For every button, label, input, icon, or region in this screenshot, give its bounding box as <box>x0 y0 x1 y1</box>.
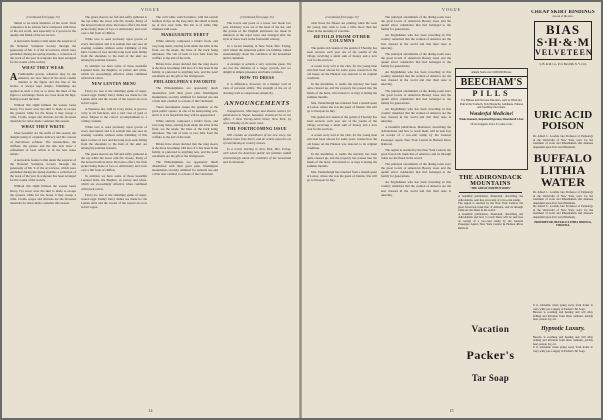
paragraph: Will contain an installment of the new story, the fashion notes from Paris, and an article upon the art of entertaining at country houses. <box>223 133 291 146</box>
ad-tagline: Wonderful Medicine! <box>469 111 514 117</box>
left-col-1 <box>10 15 76 406</box>
paragraph: Fancy-ice lore is the charming game of sugar-coated eggs. Dainty fancy dishes are made for the Lenten table and the sweets of the season are now in full vogue. <box>81 88 147 105</box>
paragraph: Without this slight fullness the wearer looks heavy. For street wear the skirt is made to escape the ground, while for the house it may sweep a trifle. Cloths, serges and cheviots are the favoured materials for tailor-made costumes this season. <box>10 184 76 205</box>
paragraph: The region is reached by the New York Central, the great four-track trunk line of America, and its through trains are the finest in the world. <box>381 147 451 160</box>
ad-subtitle: MOUNTAINS <box>470 181 511 187</box>
ad-text: S. H. & M. Co., P. O. Box 699, N. Y. City. <box>539 63 587 67</box>
ad-title: POISON <box>541 120 585 132</box>
ad-text: Dr. Alfred L. Loomis, late Professor of Pathology in the University of New York, says: for the treatment of Gout and Rheumatism and diseases dependent upon Uric Acid Diathesis. <box>533 190 593 205</box>
paragraph: It is difference, however, in a manner well in view of personal ability. The strength of the art of dressing well is conspicuous simplicity. <box>223 82 291 95</box>
ad-title: THE ADIRONDACK <box>458 174 523 181</box>
paragraph: White entirely composed a bride's frock, and very long trains, starting from under the arms in the front, are the mode, the lines of the back being unbroken. The veil of tulle or lace falls from the coiffure to the end of the train. <box>152 119 218 140</box>
ad-hypnotic <box>530 302 596 412</box>
paragraph: These monuments ensure the grandeur of the great public square, in one of its enterprising acts, and it is to be hoped that they will be appreciated. <box>152 104 218 117</box>
running-head-right: VOGUE <box>442 7 461 12</box>
paragraph: White lace is used profusely upon gowns of every description and it is seldom that one sees an evening costume without some trimming of this kind. Collars of lace and the long stole ends falling from the shoulders to the hem of the skirt are among the prettiest features. <box>81 37 147 62</box>
section-heading: HOW TO DRESS <box>239 75 275 81</box>
paragraph: The Philadelphians are apparently much dissatisfied with their great plan, Washington monuments, recently admitted for national use and a little later enabled to a mode of the Cincinnati. <box>152 159 218 177</box>
ad-product: VELVETEEN <box>535 48 593 58</box>
paragraph: An Englishman who has been travelling in this country remarked that the women of America are the best dressed in the world and that their taste is unerring. <box>381 33 451 50</box>
ad-text: Of all druggists. Price 25 cents a box. <box>470 123 513 127</box>
paragraph-dropcap <box>10 72 76 101</box>
ad-text: A beautiful publication, illustrated, describing the Adirondacks, sent free on receipt of a two-cent stamp. <box>458 194 523 202</box>
paragraph: mitted to be made imitative of the work. Such competitor is no serious force compared with those of the old world, and especially is it proven in the quality and finish of the tea service. <box>10 21 76 38</box>
continued-note: (Continued from page 13) <box>240 15 274 19</box>
ad-title: Hypnotic Luxury. <box>541 325 585 332</box>
ad-beecham <box>455 68 528 170</box>
ad-text: are out of the race. <box>552 15 574 18</box>
ad-product: Tar Soap <box>471 373 510 383</box>
paragraph: A noticeable feature is that under the auspices of the National Sculpture Society through the generosity of Mr. T. of the art reviews, which were published during the spring months, a collection of the work of the year in sculpture has been arranged for the rooms of the society. <box>10 39 76 64</box>
ad-title: CHEAP SKIRT BINDINGS <box>531 10 595 15</box>
ad-brand: BUFFALO <box>533 151 593 165</box>
section-heading: WHAT THEY WRITE <box>21 124 65 130</box>
ad-brand: WATER <box>540 175 586 189</box>
ad-text: It is advisable when going away from home to carry with you a supply of Packer's Tar Soap. <box>533 345 593 353</box>
right-page <box>302 2 601 418</box>
paragraph: The principal adornments of the dining-room were the great bowls of American Beauty roses and the quaint silver candelabra that had belonged to the family for generations. <box>381 88 451 105</box>
running-head-left: VOGUE <box>141 7 160 12</box>
paragraph: Most beautiful are the stuffs of this season, the designs being of exquisite delicacy and the colours of marvellous softness. The mousselines, the chiffons, the gauzes and the silk nets show a refinement of taste which is in the best sense artistic. <box>10 131 76 156</box>
paragraph: The cold white ostrich plumes, with the ostrich feathers in tips on the long skirt, the shield is made up of lace over satin. The hat is of white chip trimmed with roses. <box>152 15 218 32</box>
section-heading: WHAT THEY WEAR <box>22 65 64 71</box>
paragraph: In a recent meeting in New York, Mrs. Ewing, with whom the American public are familiar, talked entertainingly about the condition of the household and its demands. <box>223 43 291 60</box>
ad-brand: BEECHAM'S <box>456 76 527 89</box>
paragraph: In the meantime, it seems the mystery has been quite cleared up, and the property has passed into the hands of the heirs, who intend to occupy it during the summer months. <box>307 82 377 99</box>
ad-text: For Bilious and Nervous Disorders, such as Wind and Pain in the Stomach, Sick Headache, Giddiness, Fulness and Swelling after meals. <box>459 99 524 110</box>
ad-brand: Packer's <box>466 348 515 362</box>
ad-brand: BIAS <box>545 22 581 38</box>
left-col-4 <box>223 15 291 406</box>
section-heading: MARGUERITE DEBUT <box>161 32 209 38</box>
paragraph: In addition we have some of those beautiful Lapland bolts, the Baglirio, in yellow and white, which are exceedingly effective when combined with black velvet. <box>81 174 147 191</box>
ad-bias-velveteen <box>530 10 596 102</box>
paragraph: In the meantime, it seems the mystery has been quite cleared up, and the property has passed into the hands of the heirs, who intend to occupy it during the summer months. <box>307 151 377 168</box>
paragraph: The quaint old custom of the parish of Thornby has been revived, each year one of the youths of the village receiving a small sum of money and a new coat for his services. <box>307 114 377 132</box>
ad-text: Beware is soothing and healing and will allay itching and irritation from bites, sunburn, prickly heat, poison ivy, etc. <box>533 334 593 346</box>
ad-packers <box>455 310 526 412</box>
section-heading: PHILADELPHIA'S FAVORITE <box>153 79 217 85</box>
left-col-3 <box>152 15 218 406</box>
section-heading: RETOLD FROM OTHER COLUMNS <box>313 34 371 44</box>
paragraph: The lovers and poets at a lower rate made two pets. Ordinary ware are at the head of the list, and the gowns of the English princesses are made in imitation of the regal robes and arranged after the style of dress worn in the fourteenth century. <box>223 21 291 42</box>
ad-text: A beautiful publication, illustrated, describing the Adirondacks and how to reach them, will be sent free on receipt of a two-cent stamp by the General Passenger Agent, New York Central & Hudson River Railroad. <box>458 211 523 230</box>
left-page <box>2 2 299 418</box>
paragraph: White entirely composed a bride's frock, and very long trains, starting from under the arms in the front, are the mode, the lines of the back being unbroken. The veil of tulle or lace falls from the coiffure to the end of the train. <box>152 39 218 60</box>
folio-right: 15 <box>449 408 454 413</box>
right-col-1 <box>307 15 377 406</box>
ad-adirondack <box>455 170 526 276</box>
paragraph: what those the Heater are printing when the wear the young who wish to look a trifle more than her smart in the morning of Caroline. <box>307 21 377 34</box>
paragraph: The principal adornments of the dining-room were the great bowls of American Beauty roses and the quaint silver candelabra that had belonged to the family for generations. <box>381 15 451 32</box>
paragraph: Engagements, Marriages and Deaths notices for publication in Vogue, Saturday, should arrive at the office, 3 West Twenty-ninth Street, New York, by noon Monday of the same week. <box>223 108 291 125</box>
section-heading: NEW LENTEN MENU <box>91 81 137 87</box>
left-col-2 <box>81 15 147 406</box>
ad-text: PROPRIETOR, BUFFALO LITHIA SPRINGS, VIRGINIA. <box>534 221 592 228</box>
paragraph: Mrs. Vanderburgh has returned from a month spent at Lenox, where she was the guest of friends. She will go to Newport in July. <box>307 170 377 183</box>
paragraph: White lace is used profusely upon gowns of every description and it is seldom that one sees an evening costume without some trimming of this kind. Collars of lace and the long stole ends falling from the shoulders to the hem of the skirt are among the prettiest features. <box>81 125 147 150</box>
paragraph: A Viennese fan, with its ivory sticks, is good to carry at all functions, and a card case of gold or silver filigree is the correct accompaniment to a calling costume. <box>81 106 147 124</box>
paragraph: The quaint old custom of the parish of Thornby has been revived, each year one of the youths of the village receiving a small sum of money and a new coat for his services. <box>307 45 377 62</box>
paragraph: The Philadelphians are apparently much dissatisfied with their great plan, Washington monuments, recently admitted for national use and a little later enabled to a mode of the Cincinnati. <box>152 86 218 103</box>
paragraph: Brides have about decided that the long sleeve is the more becoming. Old lace, if it has been in the family, is preferred to anything new, and the pearl ornaments are the gift of the bridegroom. <box>152 61 218 79</box>
paragraph: Fancy-ice lore is the charming game of sugar-coated eggs. Dainty fancy dishes are made for the Lenten table and the sweets of the season are now in full vogue. <box>81 192 147 209</box>
ad-text: Weak Stomach, Impaired Digestion, Disordered Liver. <box>459 117 524 121</box>
paragraph: A noticeable feature is that under the auspices of the National Sculpture Society through the generosity of Mr. T. of the art reviews, which were published during the spring months, a collection of the work of the year in sculpture has been arranged for the rooms of the society. <box>10 157 76 183</box>
folio-left: 14 <box>148 408 153 413</box>
ad-text: Dr. Alfred L. Loomis, late Professor of Pathology in the University of New York, says: for the treatment of Gout and Rheumatism and diseases dependent upon Uric Acid Diathesis. <box>533 134 593 149</box>
paragraph: The gauze sleeves are full and softly gathered at the top while the lower arm fits closely. Many of the newest bodices show the bolero effect, the little jacket being made of lace or embroidery and worn over a full front of chiffon. <box>81 151 147 173</box>
ad-text: Dr. Alfred L. Loomis, late Professor of Pathology in the University of New York, says: for the treatment of Gout and Rheumatism and diseases dependent upon Uric Acid Diathesis. <box>533 204 593 219</box>
ad-text: "THE GREAT NORTH WOODS" <box>469 187 512 190</box>
right-col-2 <box>381 15 451 406</box>
ad-brand: S·H·&·M <box>536 35 590 50</box>
divider <box>459 192 522 193</box>
paragraph: In a recent meeting in New York, Mrs. Ewing, with whom the American public are familiar, talked entertainingly about the condition of the household and its demands. <box>223 147 291 164</box>
paragraph: Without this slight fullness the wearer looks heavy. For street wear the skirt is made to escape the ground, while for the house it may sweep a trifle. Cloths, serges and cheviots are the favoured materials for tailor-made costumes this season. <box>10 102 76 124</box>
paragraph: The principal adornments of the dining-room were the great bowls of American Beauty roses and the quaint silver candelabra that had belonged to the family for generations. <box>381 51 451 69</box>
paragraph: The gauze sleeves are full and softly gathered at the top while the lower arm fits closely. Many of the newest bodices show the bolero effect, the little jacket being made of lace or embroidery and worn over a full front of chiffon. <box>81 15 147 36</box>
paragraph: The principal adornments of the dining-room were the great bowls of American Beauty roses and the quaint silver candelabra that had belonged to the family for generations. <box>381 162 451 179</box>
ad-text: Beware is soothing and healing and will allay itching and irritation from bites, sunburn, prickly heat, poison ivy, etc. <box>533 310 593 321</box>
ad-buffalo-lithia <box>530 106 596 296</box>
paragraph: An Englishman who has been travelling in this country remarked that the women of America are the best dressed in the world and that their taste is unerring. <box>381 70 451 87</box>
ad-title: URIC ACID <box>533 109 593 121</box>
paragraph: An Englishman who has been travelling in this country remarked that the women of America are the best dressed in the world and that their taste is unerring. <box>381 106 451 124</box>
continued-note: (Continued from page 13) <box>325 15 359 19</box>
ad-title: Vacation <box>471 324 510 334</box>
announcements-heading: ANNOUNCEMENTS <box>224 99 290 107</box>
paragraph: In addition we have some of those beautiful Lapland bolts, the Baglirio, in yellow and white, which are exceedingly effective when combined with black velvet. <box>81 64 147 81</box>
paragraph: A recent story told at the club, for the young man who had been abroad for some years, relates how the old house on the Hudson was restored to its original condition. <box>307 63 377 81</box>
ad-box <box>534 21 592 60</box>
ad-brand: LITHIA <box>540 163 586 177</box>
paragraph: A recent story told at the club, for the young man who had been abroad for some years, relates how the old house on the Hudson was restored to its original condition. <box>307 133 377 150</box>
paragraph-text: Fashionable gowns, whatever may be the material, are now fitted in the most careful manner to the figure and the line of the bodice is always kept simple. Trimmings are applied in such a way as to show the lines of the figure to advantage. Skirts are close about the hips, flaring toward the hem. <box>10 72 76 101</box>
paragraph: A beautiful publication, illustrated, describing the Adirondacks and how to reach them, will be sent free on receipt of a two-cent stamp by the General Passenger Agent, New York Central & Hudson River Railroad. <box>381 125 451 146</box>
paragraph: An Englishman who has been travelling in this country remarked that the women of America are the best dressed in the world and that their taste is unerring. <box>381 180 451 197</box>
section-heading: THE FORTHCOMING ISSUE <box>227 125 287 131</box>
ad-text: The region is reached by the New York Central, the great four-track trunk line of America, and its through trains are the finest in the world. <box>458 201 523 213</box>
ad-text: Annual Sales over 6,000,000 Boxes. <box>471 71 512 74</box>
paragraph: A stranger is seldom a very welcome guest. We are but the children of a larger growth, and we delight in simple pleasures and home comforts. <box>223 61 291 75</box>
dropcap: A <box>10 72 18 84</box>
paragraph: Brides have about decided that the long sleeve is the more becoming. Old lace, if it has been in the family, is preferred to anything new, and the pearl ornaments are the gift of the bridegroom. <box>152 141 218 158</box>
ad-text: It is advisable when going away from home to carry with you a supply of Packer's Tar Soap. <box>533 303 593 311</box>
continued-note: (Continued from page 13) <box>26 15 60 19</box>
ad-product: PILLS <box>472 89 511 99</box>
paragraph: Mrs. Vanderburgh has returned from a month spent at Lenox, where she was the guest of friends. She will go to Newport in July. <box>307 100 377 113</box>
